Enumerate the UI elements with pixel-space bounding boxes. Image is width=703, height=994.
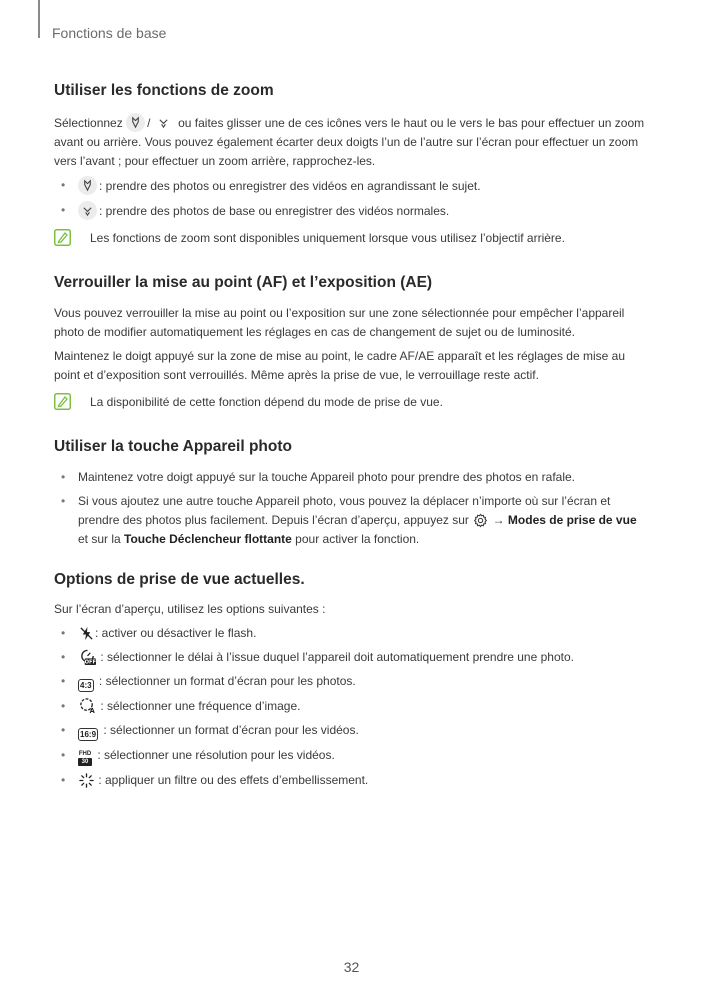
fhd-label: FHD <box>78 751 92 757</box>
option-text: : sélectionner une résolution pour les vidéos. <box>94 748 335 762</box>
page-content <box>54 82 654 790</box>
shutter-list <box>54 468 654 549</box>
zoom-list <box>54 176 654 221</box>
list-item <box>54 697 654 716</box>
option-text: : appliquer un filtre ou des effets d’embellissement. <box>95 773 369 787</box>
option-text: : sélectionner un format d’écran pour les vidéos. <box>100 723 359 737</box>
shutter-heading: Utiliser la touche Appareil photo <box>54 438 292 455</box>
svg-text:OFF: OFF <box>84 659 96 665</box>
flash-off-icon <box>79 626 94 641</box>
page-number: 32 <box>343 959 360 975</box>
bullet: • <box>61 773 66 787</box>
bullet: • <box>61 723 66 737</box>
fps-label: 30 <box>78 758 92 766</box>
zoom-note <box>54 229 654 248</box>
timer-off-icon <box>79 648 96 665</box>
arrow-text: → <box>489 513 508 527</box>
list-item <box>54 492 654 549</box>
list-item <box>54 468 654 487</box>
gear-icon <box>473 513 488 528</box>
resolution-fhd-icon <box>78 751 92 766</box>
zoom-bullet-text: : prendre des photos ou enregistrer des vidéos en agrandissant le sujet. <box>99 179 481 193</box>
afae-heading: Verrouiller la mise au point (AF) et l’exposition (AE) <box>54 274 433 291</box>
bullet: • <box>61 674 66 688</box>
note-icon <box>54 393 71 410</box>
svg-text:A: A <box>89 707 95 714</box>
section-header: Fonctions de base <box>52 25 167 41</box>
zoom-in-icon <box>126 113 145 132</box>
afae-para-1: Vous pouvez verrouiller la mise au point ou l’exposition sur une zone sélectionnée pour empêcher l’appareil photo de modifier automatiquement les réglages en cas de changement de sujet ou de luminosité. <box>54 306 625 339</box>
options-heading: Options de prise de vue actuelles. <box>54 571 305 588</box>
bullet: • <box>61 203 66 217</box>
bullet: • <box>61 699 66 713</box>
frame-rate-auto-icon <box>79 697 96 714</box>
header-rule <box>38 0 40 38</box>
list-item <box>54 176 654 196</box>
bullet: • <box>61 748 66 762</box>
zoom-heading: Utiliser les fonctions de zoom <box>54 82 274 99</box>
ratio-4-3-icon: 4:3 <box>80 681 92 690</box>
option-text: : activer ou désactiver le flash. <box>95 626 257 640</box>
bullet: • <box>61 470 66 484</box>
shooting-modes-label: Modes de prise de vue <box>507 513 637 527</box>
shutter-bullet-text: Si vous ajoutez une autre touche Appareil photo, vous pouvez la déplacer n’importe où sur l’écran et prendre des photos plus facilement. Depuis l’écran d’aperçu, appuyez sur <box>78 494 611 527</box>
options-list <box>54 624 654 790</box>
shutter-bullet-text: pour activer la fonction. <box>291 532 420 546</box>
bullet: • <box>61 650 66 664</box>
bullet: • <box>61 178 66 192</box>
note-text: Les fonctions de zoom sont disponibles uniquement lorsque vous utilisez l’objectif arrière. <box>90 231 565 245</box>
bullet: • <box>61 626 66 640</box>
list-item <box>54 771 654 790</box>
list-item <box>54 201 654 221</box>
shutter-bullet-text: Maintenez votre doigt appuyé sur la touche Appareil photo pour prendre des photos en rafale. <box>78 470 575 484</box>
note-text: La disponibilité de cette fonction dépend du mode de prise de vue. <box>90 395 443 409</box>
note-icon <box>54 229 71 246</box>
zoom-intro-start: Sélectionnez <box>54 116 123 130</box>
list-item <box>54 648 654 667</box>
option-text: : sélectionner un format d’écran pour les photos. <box>95 674 356 688</box>
zoom-bullet-text: : prendre des photos de base ou enregistrer des vidéos normales. <box>99 204 450 218</box>
floating-shutter-label: Touche Déclencheur flottante <box>124 532 292 546</box>
zoom-intro <box>54 113 654 171</box>
filter-effects-icon <box>79 773 94 788</box>
afae-para-2: Maintenez le doigt appuyé sur la zone de mise au point, le cadre AF/AE apparaît et les réglages de mise au point et d’exposition sont verrouillés. Même après la prise de vue, le verrouillage reste actif. <box>54 349 626 382</box>
list-item <box>54 624 654 643</box>
list-item <box>54 721 654 741</box>
option-text: : sélectionner une fréquence d’image. <box>97 699 301 713</box>
afae-note <box>54 393 654 412</box>
shutter-bullet-text: et sur la <box>78 532 125 546</box>
bullet: • <box>61 494 66 508</box>
ratio-16-9-icon: 16:9 <box>80 730 97 739</box>
zoom-normal-icon <box>78 201 97 220</box>
zoom-in-icon <box>78 176 97 195</box>
options-intro: Sur l’écran d’aperçu, utilisez les options suivantes : <box>54 602 326 616</box>
list-item <box>54 672 654 692</box>
zoom-normal-icon <box>154 113 173 132</box>
zoom-intro-end: ou faites glisser une de ces icônes vers le haut ou le vers le bas pour effectuer un zoom avant ou arrière. Vous pouvez également écarter deux doigts l’un de l’autre sur l’écran pour effectuer un zoom vers l’avant ; pour effectuer un zoom arrière, rapprochez-les. <box>54 116 645 168</box>
list-item <box>54 746 654 766</box>
option-text: : sélectionner le délai à l’issue duquel l’appareil doit automatiquement prendre une photo. <box>97 650 574 664</box>
zoom-sep: / <box>147 116 151 130</box>
